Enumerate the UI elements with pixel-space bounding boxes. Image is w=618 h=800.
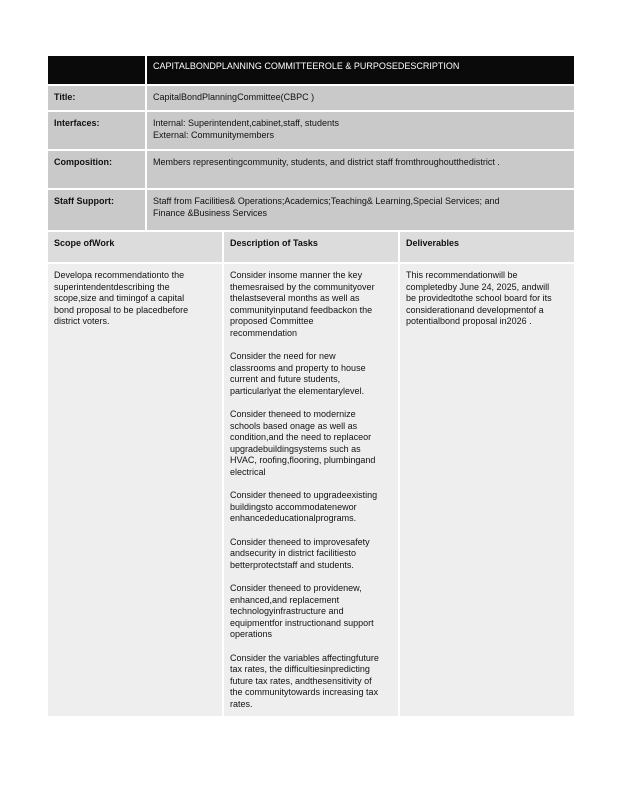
task-line: communityinputand feedbackon the [230,304,373,315]
composition-label: Composition: [48,151,145,188]
interfaces-label: Interfaces: [48,112,145,149]
task-line: electrical [230,466,266,477]
task-line: schools based onage as well as [230,420,358,431]
document-title: CAPITALBONDPLANNING COMMITTEEROLE & PURPOSEDESCRIPTION [147,56,574,84]
interfaces-external: External: Communitymembers [153,129,275,140]
staff-support-label: Staff Support: [48,190,145,230]
task-line: Consider the variables affectingfuture [230,652,379,663]
column-body-row [48,264,574,716]
task-line: tax rates, the difficultiesinpredicting [230,664,370,674]
composition-value: Members representingcommunity, students, and district staff fromthroughoutthedistrict . [147,151,574,188]
title-value: CapitalBondPlanningCommittee(CBPC ) [147,86,574,110]
staff-support-line: Staff from Facilities& Operations;Academics;Teaching& Learning,Special Services; and [153,196,500,206]
column-header-row [48,232,574,262]
header-blank-cell [48,56,145,84]
task-line: rates. [230,698,253,709]
task-line: Consider theneed to improvesafety [230,536,370,547]
scope-line: bond proposal to be placedbefore [54,304,189,315]
task-line: the communitytowards increasing tax [230,687,379,697]
description-of-tasks-cell [224,264,398,716]
scope-line: district voters. [54,316,110,326]
staff-support-row [48,190,574,230]
scope-line: scope,size and timingof a capital [54,293,185,303]
scope-line: Developa recommendationto the [54,270,185,280]
interfaces-row [48,112,574,149]
task-line: thelastseveral months as well as [230,293,360,303]
scope-of-work-cell [48,264,222,716]
interfaces-internal: Internal: Superintendent,cabinet,staff, students [153,118,339,128]
task-item [230,270,392,339]
task-line: condition,and the need to replaceor [230,432,372,442]
task-item [230,653,392,711]
task-line: enhanced,and replacement [230,594,340,605]
deliverables-cell [400,264,574,716]
task-line: buildingsto accommodatenewor [230,501,357,512]
deliverable-line: This recommendationwill be [406,270,518,280]
title-row [48,86,574,110]
task-line: Consider theneed to upgradeexisting [230,490,378,500]
staff-support-line: Finance &Business Services [153,207,268,218]
table-header-row [48,56,574,84]
task-line: Consider theneed to providenew, [230,583,362,593]
description-of-tasks-header: Description of Tasks [224,232,398,262]
task-line: andsecurity in district facilitiesto [230,548,357,558]
task-line: HVAC, roofing,flooring, plumbingand [230,455,376,465]
task-line: enhancededucationalprograms. [230,513,357,523]
deliverable-line: considerationand developmentof a [406,304,544,315]
title-label: Title: [48,86,145,110]
task-line: Consider insome manner the key [230,270,363,280]
scope-of-work-header: Scope ofWork [48,232,222,262]
deliverable-line: completedby June 24, 2025, andwill [406,281,550,292]
task-line: Consider theneed to modernize [230,409,356,419]
committee-description-table [48,56,574,716]
task-line: classrooms and property to house [230,362,366,373]
task-line: future tax rates, andthesensitivity of [230,675,372,686]
task-line: current and future students, [230,374,341,384]
task-line: upgradebuildingsystems such as [230,443,361,454]
composition-row [48,151,574,188]
scope-line: superintendentdescribing the [54,281,170,292]
task-line: equipmentfor instructionand support [230,617,374,628]
task-line: operations [230,629,273,639]
deliverables-header: Deliverables [400,232,574,262]
task-item [230,537,392,572]
task-line: Consider the need for new [230,351,336,361]
task-line: betterprotectstaff and students. [230,559,354,570]
task-line: proposed Committee [230,316,314,326]
task-item [230,490,392,525]
interfaces-value [147,112,574,149]
task-line: particularlyat the elementarylevel. [230,385,365,396]
task-line: technologyinfrastructure and [230,606,344,616]
task-line: themesraised by the communityover [230,281,375,292]
task-item [230,351,392,397]
deliverable-line: be providedtothe school board for its [406,293,552,303]
staff-support-value [147,190,574,230]
task-item [230,583,392,641]
task-line: recommendation [230,327,298,338]
task-item [230,409,392,478]
deliverable-line: potentialbond proposal in2026 . [406,316,532,326]
